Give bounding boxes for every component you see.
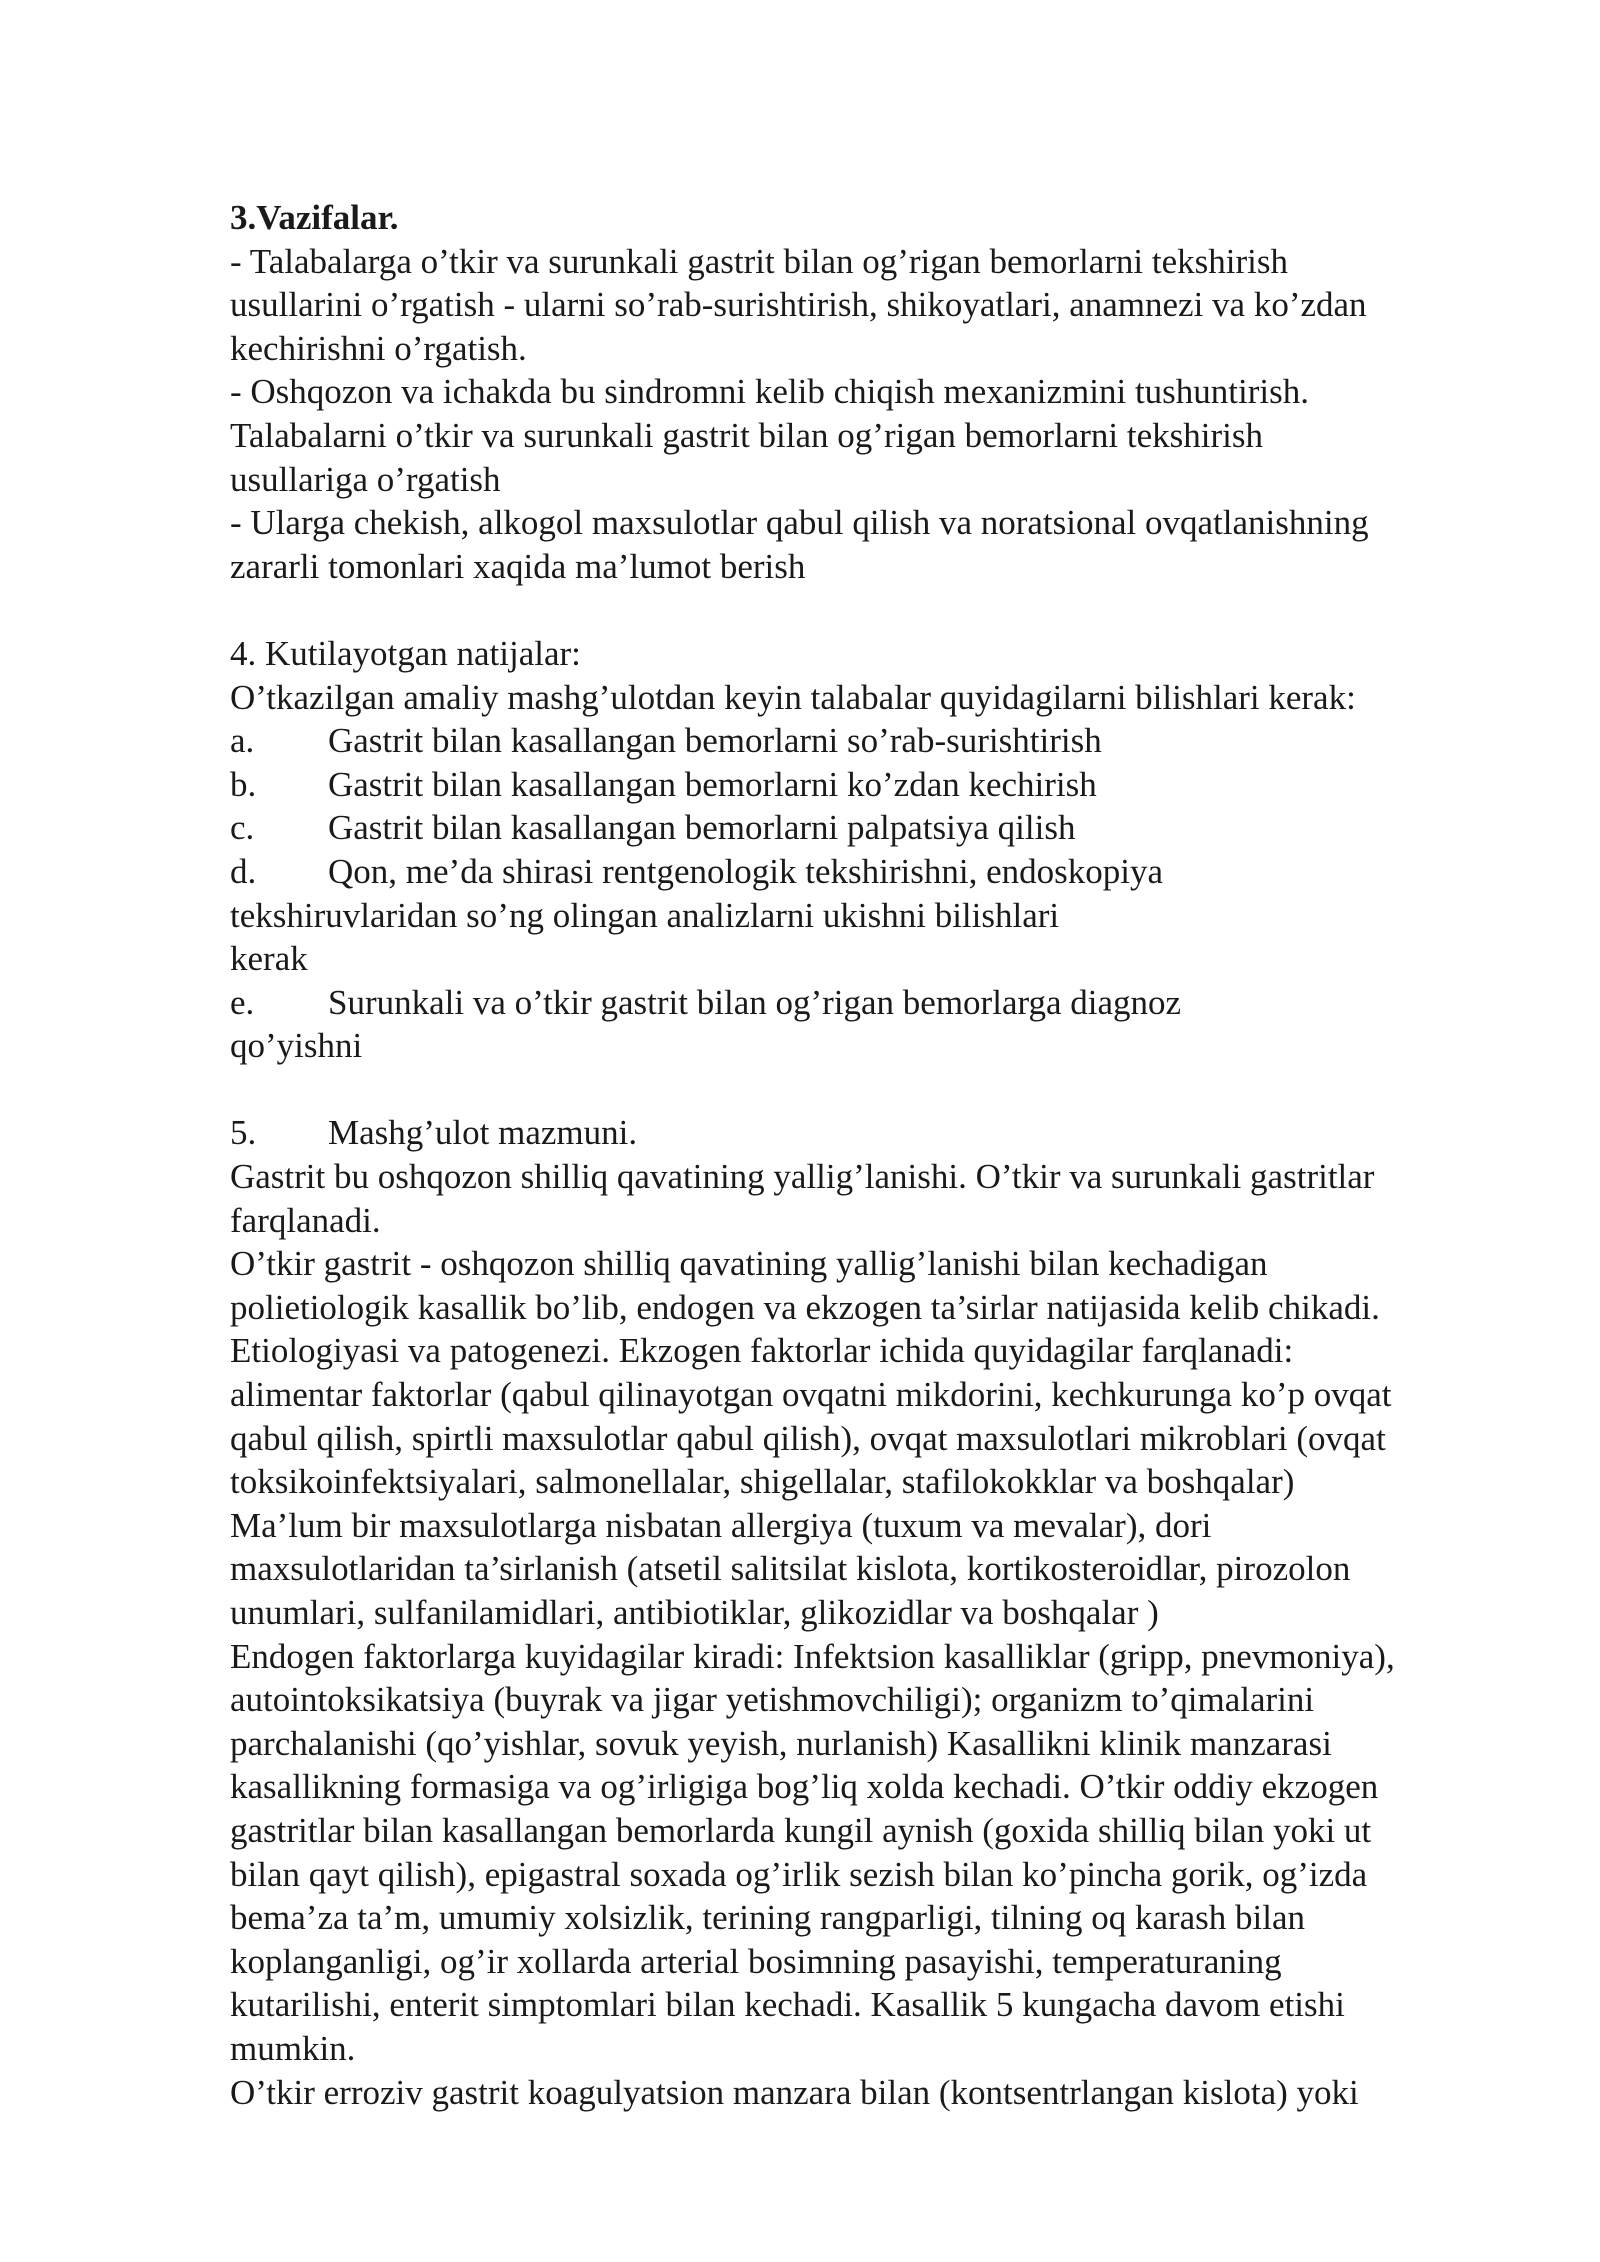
section5-line: Endogen faktorlarga kuyidagilar kiradi: Infektsion kasalliklar (gripp, pnevmoniya), [230,1636,1395,1676]
section4-intro: O’tkazilgan amaliy mashg’ulotdan keyin talabalar quyidagilarni bilishlari kerak: [230,677,1356,717]
section5-line: autointoksikatsiya (buyrak va jigar yetishmovchiligi); organizm to’qimalarini [230,1680,1315,1720]
section5-line: mumkin. [230,2028,356,2068]
section5-line: O’tkir gastrit - oshqozon shilliq qavatining yallig’lanishi bilan kechadigan [230,1244,1268,1284]
list-item-continuation: tekshiruvlaridan so’ng olingan analizlarni ukishni bilishlari [230,895,1060,935]
section4-heading: 4. Kutilayotgan natijalar: [230,633,581,673]
section3-line: usullariga o’rgatish [230,459,501,499]
section5-line: bilan qayt qilish), epigastral soxada og’irlik sezish bilan ko’pincha gorik, og’izda [230,1854,1368,1894]
list-item [230,763,1530,807]
section3-line: kechirishni o’rgatish. [230,328,527,368]
section3-line: - Ularga chekish, alkogol maxsulotlar qabul qilish va noratsional ovqatlanishning [230,503,1369,543]
section5-line: Ma’lum bir maxsulotlarga nisbatan allergiya (tuxum va mevalar), dori [230,1505,1212,1545]
section3-heading: 3.Vazifalar. [230,198,399,237]
list-item [230,981,1530,1025]
section3-line: usullarini o’rgatish - ularni so’rab-surishtirish, shikoyatlari, anamnezi va ko’zdan [230,285,1367,325]
section5-line: polietiologik kasallik bo’lib, endogen va ekzogen ta’sirlar natijasida kelib chikadi. [230,1287,1380,1327]
paragraph-spacer [230,1068,1530,1112]
list-marker: a. [230,721,255,761]
list-item-continuation: qo’yishni [230,1026,363,1066]
list-item-continuation: kerak [230,939,308,979]
section5-line: alimentar faktorlar (qabul qilinayotgan ovqatni mikdorini, kechkurunga ko’p ovqat [230,1375,1392,1415]
section5-line: bema’za ta’m, umumiy xolsizlik, terining rangparligi, tilning oq karash bilan [230,1898,1306,1938]
section5-line: kasallikning formasiga va og’irligiga bog’liq xolda kechadi. O’tkir oddiy ekzogen [230,1767,1379,1807]
section5-body [230,1155,1530,2114]
list-item-text: Surunkali va o’tkir gastrit bilan og’rigan bemorlarga diagnoz [328,982,1182,1022]
section5-heading-row [230,1111,1530,1155]
paragraph-spacer [230,588,1530,632]
section5-line: gastritlar bilan kasallangan bemorlarda kungil aynish (goxida shilliq bilan yoki ut [230,1810,1372,1850]
section3-line: Talabalarni o’tkir va surunkali gastrit bilan og’rigan bemorlarni tekshirish [230,415,1264,455]
section5-line: farqlanadi. [230,1200,381,1240]
list-marker: c. [230,808,255,848]
list-item [230,850,1530,894]
list-item-text: Gastrit bilan kasallangan bemorlarni ko’zdan kechirish [328,764,1097,804]
list-marker: e. [230,982,255,1022]
section5-line: koplanganligi, og’ir xollarda arterial bosimning pasayishi, temperaturaning [230,1941,1282,1981]
list-item-text: Gastrit bilan kasallangan bemorlarni palpatsiya qilish [328,808,1076,848]
list-item [230,806,1530,850]
section5-line: Gastrit bu oshqozon shilliq qavatining yallig’lanishi. O’tkir va surunkali gastritlar [230,1157,1375,1197]
section5-line: unumlari, sulfanilamidlari, antibiotiklar, glikozidlar va boshqalar ) [230,1593,1159,1632]
list-item [230,719,1530,763]
section3-line: - Talabalarga o’tkir va surunkali gastrit bilan og’rigan bemorlarni tekshirish [230,241,1288,281]
list-item-text: Gastrit bilan kasallangan bemorlarni so’rab-surishtirish [328,721,1102,761]
list-marker: d. [230,851,257,891]
section5-line: qabul qilish, spirtli maxsulotlar qabul qilish), ovqat maxsulotlari mikroblari (ovqat [230,1418,1386,1458]
section5-line: maxsulotlaridan ta’sirlanish (atsetil salitsilat kislota, kortikosteroidlar, pirozolon [230,1549,1351,1589]
list-marker: b. [230,764,257,804]
section5-line: Etiologiyasi va patogenezi. Ekzogen faktorlar ichida quyidagilar farqlanadi: [230,1331,1294,1371]
section5-line: O’tkir erroziv gastrit koagulyatsion manzara bilan (kontsentrlangan kislota) yoki [230,2072,1359,2112]
section5-number: 5. [230,1113,257,1153]
section5-line: kutarilishi, enterit simptomlari bilan kechadi. Kasallik 5 kungacha davom etishi [230,1985,1345,2025]
document-page [230,196,1530,2114]
section5-line: parchalanishi (qo’yishlar, sovuk yeyish, nurlanish) Kasallikni klinik manzarasi [230,1723,1332,1763]
section5-heading: Mashg’ulot mazmuni. [328,1113,638,1153]
section5-line: toksikoinfektsiyalari, salmonellalar, shigellalar, stafilokokklar va boshqalar) [230,1462,1295,1502]
list-item-text: Qon, me’da shirasi rentgenologik tekshirishni, endoskopiya [328,851,1163,891]
section3-line: zararli tomonlari xaqida ma’lumot berish [230,546,806,586]
section3-line: - Oshqozon va ichakda bu sindromni kelib chiqish mexanizmini tushuntirish. [230,372,1310,412]
